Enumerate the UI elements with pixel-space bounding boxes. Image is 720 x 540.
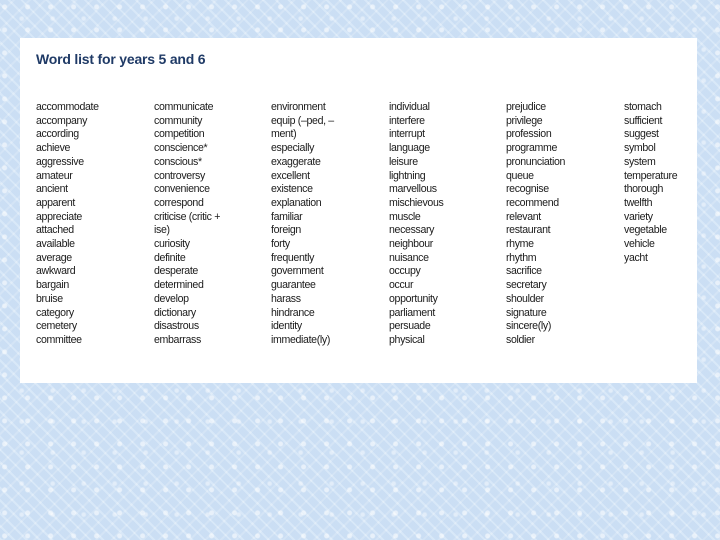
word-item: persuade bbox=[389, 320, 431, 333]
word-item: profession bbox=[506, 128, 552, 141]
word-item: develop bbox=[154, 292, 189, 305]
page-title: Word list for years 5 and 6 bbox=[36, 51, 206, 67]
word-item: thorough bbox=[624, 183, 664, 196]
word-item: restaurant bbox=[506, 224, 551, 237]
word-item: symbol bbox=[624, 142, 656, 155]
word-column-4 bbox=[389, 101, 504, 348]
word-item: environment bbox=[271, 101, 326, 113]
word-item: yacht bbox=[624, 251, 648, 264]
word-item: existence bbox=[271, 183, 313, 196]
word-item: excellent bbox=[271, 169, 310, 182]
word-item: necessary bbox=[389, 224, 435, 237]
word-item: cemetery bbox=[36, 320, 77, 333]
word-item: aggressive bbox=[36, 155, 84, 168]
word-item: harass bbox=[271, 292, 301, 305]
word-item: familiar bbox=[271, 210, 303, 223]
word-item: identity bbox=[271, 320, 302, 333]
word-item: prejudice bbox=[506, 101, 546, 113]
word-item: nuisance bbox=[389, 251, 429, 264]
word-item: controversy bbox=[154, 169, 205, 182]
word-item: especially bbox=[271, 142, 315, 155]
word-item: privilege bbox=[506, 114, 543, 127]
word-item: ancient bbox=[36, 183, 68, 196]
word-item: twelfth bbox=[624, 196, 653, 209]
word-item: sufficient bbox=[624, 114, 663, 127]
word-column-5 bbox=[506, 101, 621, 348]
word-item: secretary bbox=[506, 279, 547, 292]
word-item: desperate bbox=[154, 265, 198, 278]
word-item: occupy bbox=[389, 265, 421, 278]
word-item: communicate bbox=[154, 101, 214, 113]
word-item: vehicle bbox=[624, 238, 655, 251]
word-list-card bbox=[20, 38, 697, 383]
word-item: explanation bbox=[271, 196, 322, 209]
word-item: variety bbox=[624, 210, 653, 223]
word-item: programme bbox=[506, 142, 558, 155]
word-item: disastrous bbox=[154, 320, 199, 333]
word-item: convenience bbox=[154, 183, 210, 196]
word-item: community bbox=[154, 114, 203, 127]
word-item: committee bbox=[36, 333, 82, 346]
word-item: sincere(ly) bbox=[506, 320, 552, 333]
word-column-2 bbox=[154, 101, 269, 348]
word-item: individual bbox=[389, 101, 430, 113]
word-column-6 bbox=[624, 101, 720, 265]
word-item: interrupt bbox=[389, 128, 425, 141]
word-item: definite bbox=[154, 251, 186, 264]
word-item: occur bbox=[389, 279, 414, 292]
word-item: mischievous bbox=[389, 196, 444, 209]
word-item: category bbox=[36, 306, 74, 319]
word-item: immediate(ly) bbox=[271, 333, 331, 346]
word-item: vegetable bbox=[624, 224, 667, 237]
word-item: determined bbox=[154, 279, 204, 292]
word-item: dictionary bbox=[154, 306, 196, 319]
word-item: conscience* bbox=[154, 142, 208, 155]
word-item: accommodate bbox=[36, 101, 99, 113]
word-item: bargain bbox=[36, 279, 69, 292]
word-item: queue bbox=[506, 169, 534, 182]
word-item: neighbour bbox=[389, 238, 433, 251]
word-item: recommend bbox=[506, 196, 559, 209]
word-item: soldier bbox=[506, 333, 535, 346]
word-item: parliament bbox=[389, 306, 435, 319]
word-item: awkward bbox=[36, 265, 76, 278]
word-item: curiosity bbox=[154, 238, 190, 251]
word-column-3 bbox=[271, 101, 386, 348]
word-item: achieve bbox=[36, 142, 71, 155]
word-item: government bbox=[271, 265, 324, 278]
word-item: language bbox=[389, 142, 430, 155]
word-item: shoulder bbox=[506, 292, 544, 305]
word-item: marvellous bbox=[389, 183, 437, 196]
word-item: recognise bbox=[506, 183, 549, 196]
word-item: rhyme bbox=[506, 238, 534, 251]
word-item: amateur bbox=[36, 169, 73, 182]
word-item: physical bbox=[389, 333, 425, 346]
word-item: pronunciation bbox=[506, 155, 566, 168]
word-item: signature bbox=[506, 306, 547, 319]
word-item: correspond bbox=[154, 196, 204, 209]
word-item: temperature bbox=[624, 169, 678, 182]
word-item: available bbox=[36, 238, 75, 251]
word-item: stomach bbox=[624, 101, 662, 113]
word-item: criticise (critic + bbox=[154, 210, 221, 223]
word-item: guarantee bbox=[271, 279, 316, 292]
word-item: suggest bbox=[624, 128, 659, 141]
word-item: leisure bbox=[389, 155, 418, 168]
word-item: equip (–ped, – bbox=[271, 114, 334, 127]
word-item: ment) bbox=[271, 128, 297, 141]
word-item: relevant bbox=[506, 210, 541, 223]
word-item: average bbox=[36, 251, 72, 264]
word-item: apparent bbox=[36, 196, 76, 209]
word-item: bruise bbox=[36, 292, 63, 305]
word-item: hindrance bbox=[271, 306, 315, 319]
word-item: competition bbox=[154, 128, 205, 141]
word-item: muscle bbox=[389, 210, 421, 223]
word-item: sacrifice bbox=[506, 265, 542, 278]
word-item: according bbox=[36, 128, 79, 141]
word-column-1 bbox=[36, 101, 151, 348]
word-item: conscious* bbox=[154, 155, 202, 168]
word-item: exaggerate bbox=[271, 155, 321, 168]
word-item: appreciate bbox=[36, 210, 82, 223]
word-item: interfere bbox=[389, 114, 425, 127]
word-item: system bbox=[624, 155, 656, 168]
word-item: forty bbox=[271, 238, 290, 251]
word-item: foreign bbox=[271, 224, 301, 237]
word-item: frequently bbox=[271, 251, 315, 264]
word-item: embarrass bbox=[154, 333, 201, 346]
word-item: ise) bbox=[154, 224, 170, 237]
word-item: accompany bbox=[36, 114, 88, 127]
word-item: rhythm bbox=[506, 251, 537, 264]
word-item: attached bbox=[36, 224, 74, 237]
word-item: lightning bbox=[389, 169, 426, 182]
word-item: opportunity bbox=[389, 292, 438, 305]
